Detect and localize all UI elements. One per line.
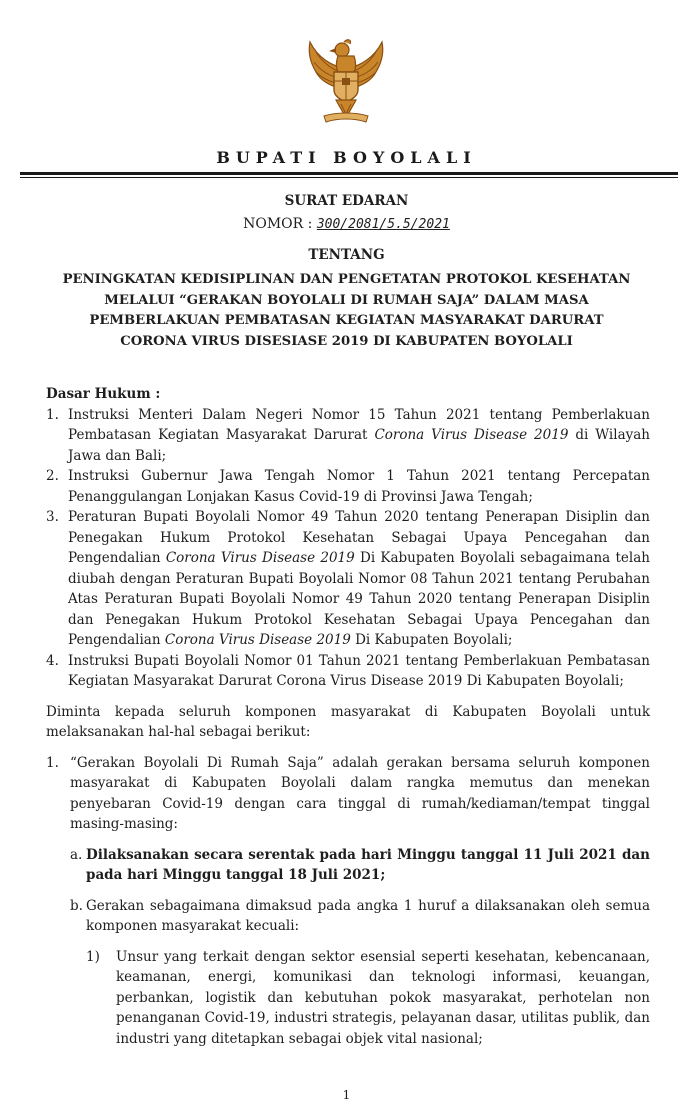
nomor-row — [0, 216, 693, 232]
subject-title — [30, 270, 663, 352]
instruction-point — [46, 753, 650, 1050]
subject-line: MELALUI “GERAKAN BOYOLALI DI RUMAH SAJA” DALAM MASA — [104, 292, 589, 308]
sub-point — [70, 845, 650, 886]
nomor-label: NOMOR : — [243, 216, 313, 232]
tentang-heading: TENTANG — [308, 247, 385, 263]
law-item-text: di Wilayah Jawa dan Bali; — [68, 427, 650, 464]
nomor-value: 300/2081/5.5/2021 — [316, 217, 450, 232]
law-item — [46, 507, 650, 651]
law-item-italic: Corona Virus Disease 2019 — [164, 632, 351, 648]
law-item-number: 4. — [46, 652, 59, 669]
header-divider-thin — [20, 177, 678, 178]
sub-sub-point-text: Unsur yang terkait dengan sektor esensial seperti kesehatan, kebencanaan, keamanan, energi, komunikasi dan teknologi informasi, keuangan, perbankan, logistik dan kebutuhan pokok masyarakat, perhotelan non penanganan Covid-19, industri strategis, pelayanan dasar, utilitas publik, dan industri yang ditetapkan sebagai objek vital nasional; — [116, 948, 650, 1047]
sub-point-letter: a. — [70, 846, 83, 863]
sub-sub-point-number: 1) — [86, 948, 100, 965]
sub-sub-point — [86, 947, 650, 1050]
garuda-emblem-icon — [296, 28, 396, 128]
law-item-text: Instruksi Menteri Dalam Negeri Nomor 15 Tahun 2021 tentang Pemberlakuan Pembatasan Kegiatan Masyarakat Darurat — [68, 406, 650, 443]
law-item — [46, 466, 650, 507]
subject-line: PENINGKATAN KEDISIPLINAN DAN PENGETATAN PROTOKOL KESEHATAN — [62, 272, 631, 287]
document-type: SURAT EDARAN — [284, 193, 409, 209]
sub-point-text: Gerakan sebagaimana dimaksud pada angka 1 huruf a dilaksanakan oleh semua komponen masyarakat kecuali: — [86, 897, 650, 934]
subject-line: CORONA VIRUS DISESIASE 2019 DI KABUPATEN BOYOLALI — [120, 333, 573, 349]
law-item-text: Instruksi Bupati Boyolali Nomor 01 Tahun 2021 tentang Pemberlakuan Pembatasan Kegiatan Masyarakat Darurat Corona Virus Disease 2019 Di Kabupaten Boyolali; — [68, 652, 650, 689]
law-item-text: Di Kabupaten Boyolali; — [350, 632, 513, 648]
law-item-text: Peraturan Bupati Boyolali Nomor 49 Tahun 2020 tentang Penerapan Disiplin dan Penegakan Hukum Protokol Kesehatan Sebagai Upaya Pencegahan dan Pengendalian — [68, 509, 650, 566]
law-item-number: 3. — [46, 509, 59, 525]
page-number: 1 — [342, 1088, 351, 1102]
law-item — [46, 405, 650, 467]
document-body — [46, 384, 650, 1049]
sub-point-text: Dilaksanakan secara serentak pada hari Minggu tanggal 11 Juli 2021 dan pada hari Minggu tanggal 18 Juli 2021; — [86, 846, 650, 883]
point-number: 1. — [46, 754, 59, 771]
law-item-italic: Corona Virus Disease 2019 — [374, 427, 569, 443]
law-item-text: Instruksi Gubernur Jawa Tengah Nomor 1 Tahun 2021 tentang Percepatan Penanggulangan Lonjakan Kasus Covid-19 di Provinsi Jawa Tengah; — [68, 468, 650, 505]
law-item-italic: Corona Virus Disease 2019 — [165, 550, 355, 566]
intro-paragraph: Diminta kepada seluruh komponen masyarakat di Kabupaten Boyolali untuk melaksanakan hal-hal sebagai berikut: — [46, 703, 650, 740]
sub-point — [70, 896, 650, 1050]
law-item — [46, 651, 650, 692]
subject-line: PEMBERLAKUAN PEMBATASAN KEGIATAN MASYARAKAT DARURAT — [89, 313, 604, 328]
point-text: “Gerakan Boyolali Di Rumah Saja” adalah gerakan bersama seluruh komponen masyarakat di Kabupaten Boyolali dalam rangka memutus dan menekan penyebaran Covid-19 dengan cara tinggal di rumah/kediaman/tempat tinggal masing-masing: — [70, 754, 650, 832]
header-divider — [20, 172, 678, 175]
law-item-number: 1. — [46, 406, 59, 423]
dasar-hukum-title: Dasar Hukum : — [46, 386, 161, 402]
law-item-number: 2. — [46, 468, 59, 484]
header-title: BUPATI BOYOLALI — [216, 148, 477, 167]
sub-point-letter: b. — [70, 897, 83, 914]
law-item-text: Di Kabupaten Boyolali sebagaimana telah diubah dengan Peraturan Bupati Boyolali Nomor 08 Tahun 2021 tentang Perubahan Atas Peraturan Bupati Boyolali Nomor 49 Tahun 2020 tentang Penerapan Disiplin dan Penegakan Hukum Protokol Kesehatan Sebagai Upaya Pencegahan dan Pengendalian — [68, 550, 650, 648]
